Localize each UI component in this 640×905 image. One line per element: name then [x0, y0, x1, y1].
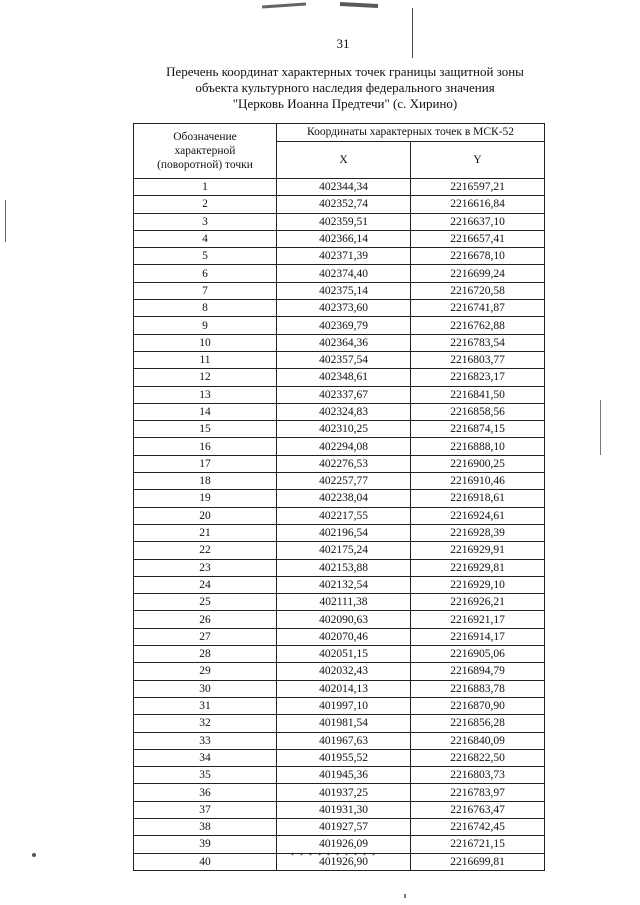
cell-point-number: 13: [134, 386, 277, 403]
table-row: [134, 732, 545, 749]
cell-y-coordinate: 2216883,78: [411, 680, 545, 697]
cell-x-coordinate: 402196,54: [277, 524, 411, 541]
cell-point-number: 7: [134, 282, 277, 299]
cell-y-coordinate: 2216741,87: [411, 300, 545, 317]
cell-x-coordinate: 402090,63: [277, 611, 411, 628]
table-row: [134, 818, 545, 835]
scan-smudge: [262, 2, 306, 8]
table-row: [134, 663, 545, 680]
table-row: [134, 438, 545, 455]
table-row: [134, 421, 545, 438]
cell-point-number: 19: [134, 490, 277, 507]
cell-y-coordinate: 2216841,50: [411, 386, 545, 403]
cell-x-coordinate: 402369,79: [277, 317, 411, 334]
cell-point-number: 27: [134, 628, 277, 645]
cell-point-number: 18: [134, 473, 277, 490]
cell-y-coordinate: 2216926,21: [411, 594, 545, 611]
cell-point-number: 37: [134, 801, 277, 818]
cell-x-coordinate: 402324,83: [277, 403, 411, 420]
cell-point-number: 23: [134, 559, 277, 576]
cell-x-coordinate: 402032,43: [277, 663, 411, 680]
cell-x-coordinate: 402257,77: [277, 473, 411, 490]
table-row: [134, 334, 545, 351]
table-row: [134, 196, 545, 213]
cell-y-coordinate: 2216783,97: [411, 784, 545, 801]
cell-x-coordinate: 401997,10: [277, 697, 411, 714]
cell-y-coordinate: 2216929,10: [411, 576, 545, 593]
cell-point-number: 14: [134, 403, 277, 420]
cell-point-number: 20: [134, 507, 277, 524]
table-row: [134, 542, 545, 559]
cell-y-coordinate: 2216637,10: [411, 213, 545, 230]
table-row: [134, 594, 545, 611]
header-point-designation: [134, 124, 277, 179]
cell-x-coordinate: 402359,51: [277, 213, 411, 230]
cell-y-coordinate: 2216921,17: [411, 611, 545, 628]
table-row: [134, 715, 545, 732]
table-row: [134, 473, 545, 490]
cell-x-coordinate: 402238,04: [277, 490, 411, 507]
cell-x-coordinate: 402348,61: [277, 369, 411, 386]
cell-y-coordinate: 2216858,56: [411, 403, 545, 420]
cell-y-coordinate: 2216762,88: [411, 317, 545, 334]
scan-smudge: [340, 2, 378, 8]
cell-x-coordinate: 402352,74: [277, 196, 411, 213]
scan-dot: [32, 853, 36, 857]
cell-x-coordinate: 402373,60: [277, 300, 411, 317]
header-coordinates: Координаты характерных точек в МСК-52: [277, 124, 545, 142]
cell-y-coordinate: 2216699,24: [411, 265, 545, 282]
table-row: [134, 403, 545, 420]
cell-point-number: 40: [134, 853, 277, 870]
cell-x-coordinate: 401926,09: [277, 836, 411, 853]
table-row: [134, 801, 545, 818]
cell-y-coordinate: 2216874,15: [411, 421, 545, 438]
cell-point-number: 11: [134, 351, 277, 368]
header-line: (поворотной) точки: [157, 159, 253, 171]
cell-y-coordinate: 2216763,47: [411, 801, 545, 818]
table-row: [134, 628, 545, 645]
table-row: [134, 611, 545, 628]
cell-point-number: 6: [134, 265, 277, 282]
cell-y-coordinate: 2216905,06: [411, 646, 545, 663]
cell-y-coordinate: 2216856,28: [411, 715, 545, 732]
cell-x-coordinate: 401981,54: [277, 715, 411, 732]
cell-x-coordinate: 401931,30: [277, 801, 411, 818]
table-row: [134, 369, 545, 386]
cell-x-coordinate: 402337,67: [277, 386, 411, 403]
cell-point-number: 36: [134, 784, 277, 801]
table-row: [134, 559, 545, 576]
cell-x-coordinate: 402153,88: [277, 559, 411, 576]
scan-dot: [404, 894, 406, 898]
scan-line: [5, 200, 6, 242]
cell-x-coordinate: 402366,14: [277, 230, 411, 247]
table-row: [134, 784, 545, 801]
table-body: [134, 179, 545, 871]
header-y: Y: [411, 142, 545, 179]
cell-x-coordinate: 402374,40: [277, 265, 411, 282]
cell-y-coordinate: 2216657,41: [411, 230, 545, 247]
cell-x-coordinate: 402310,25: [277, 421, 411, 438]
cell-point-number: 8: [134, 300, 277, 317]
cell-point-number: 25: [134, 594, 277, 611]
table-row: [134, 351, 545, 368]
cell-y-coordinate: 2216914,17: [411, 628, 545, 645]
scan-line: [600, 400, 601, 455]
table-row: [134, 213, 545, 230]
table-row: [134, 767, 545, 784]
cell-point-number: 32: [134, 715, 277, 732]
table-row: [134, 576, 545, 593]
cell-x-coordinate: 401926,90: [277, 853, 411, 870]
cell-y-coordinate: 2216929,91: [411, 542, 545, 559]
title-line: Перечень координат характерных точек границы защитной зоны: [166, 64, 524, 79]
table-row: [134, 490, 545, 507]
table-row: [134, 455, 545, 472]
cell-x-coordinate: 402357,54: [277, 351, 411, 368]
cell-point-number: 31: [134, 697, 277, 714]
cell-y-coordinate: 2216900,25: [411, 455, 545, 472]
cell-point-number: 5: [134, 248, 277, 265]
table-row: [134, 697, 545, 714]
cell-point-number: 2: [134, 196, 277, 213]
cell-point-number: 4: [134, 230, 277, 247]
cell-y-coordinate: 2216840,09: [411, 732, 545, 749]
cell-x-coordinate: 402175,24: [277, 542, 411, 559]
cell-y-coordinate: 2216597,21: [411, 179, 545, 196]
coordinates-table: [133, 123, 545, 871]
cell-y-coordinate: 2216721,15: [411, 836, 545, 853]
cell-point-number: 28: [134, 646, 277, 663]
cell-x-coordinate: 402344,34: [277, 179, 411, 196]
cell-y-coordinate: 2216822,50: [411, 749, 545, 766]
table-row: [134, 524, 545, 541]
table-row: [134, 507, 545, 524]
cell-point-number: 9: [134, 317, 277, 334]
cell-y-coordinate: 2216823,17: [411, 369, 545, 386]
cell-point-number: 24: [134, 576, 277, 593]
cell-point-number: 33: [134, 732, 277, 749]
cell-x-coordinate: 401955,52: [277, 749, 411, 766]
cell-x-coordinate: 401945,36: [277, 767, 411, 784]
cell-point-number: 3: [134, 213, 277, 230]
cell-point-number: 16: [134, 438, 277, 455]
cell-point-number: 17: [134, 455, 277, 472]
cell-point-number: 30: [134, 680, 277, 697]
cell-x-coordinate: 402014,13: [277, 680, 411, 697]
table-row: [134, 282, 545, 299]
cell-y-coordinate: 2216910,46: [411, 473, 545, 490]
cell-y-coordinate: 2216918,61: [411, 490, 545, 507]
document-title: [120, 64, 570, 112]
cell-y-coordinate: 2216888,10: [411, 438, 545, 455]
cell-y-coordinate: 2216742,45: [411, 818, 545, 835]
cell-x-coordinate: 402276,53: [277, 455, 411, 472]
table-row: [134, 179, 545, 196]
cell-y-coordinate: 2216616,84: [411, 196, 545, 213]
cell-point-number: 29: [134, 663, 277, 680]
cell-x-coordinate: 402051,15: [277, 646, 411, 663]
table-row: [134, 386, 545, 403]
cell-y-coordinate: 2216720,58: [411, 282, 545, 299]
table-row: [134, 300, 545, 317]
cell-point-number: 10: [134, 334, 277, 351]
cell-y-coordinate: 2216803,73: [411, 767, 545, 784]
cell-y-coordinate: 2216803,77: [411, 351, 545, 368]
cell-point-number: 15: [134, 421, 277, 438]
table-row: [134, 265, 545, 282]
table-row: [134, 836, 545, 853]
cell-x-coordinate: 402371,39: [277, 248, 411, 265]
cell-x-coordinate: 401937,25: [277, 784, 411, 801]
cell-x-coordinate: 401967,63: [277, 732, 411, 749]
table-row: [134, 749, 545, 766]
table-row: [134, 853, 545, 870]
header-line: характерной: [174, 145, 236, 157]
cell-y-coordinate: 2216924,61: [411, 507, 545, 524]
title-line: объекта культурного наследия федерального значения: [195, 80, 495, 95]
table-row: [134, 646, 545, 663]
cell-point-number: 35: [134, 767, 277, 784]
table-row: [134, 230, 545, 247]
page-number: 31: [336, 36, 350, 51]
table-row: [134, 248, 545, 265]
cell-x-coordinate: 402364,36: [277, 334, 411, 351]
cell-y-coordinate: 2216929,81: [411, 559, 545, 576]
cell-x-coordinate: 402070,46: [277, 628, 411, 645]
cell-y-coordinate: 2216870,90: [411, 697, 545, 714]
cell-x-coordinate: 402294,08: [277, 438, 411, 455]
cell-point-number: 21: [134, 524, 277, 541]
header-line: Обозначение: [173, 131, 237, 143]
table-row: [134, 317, 545, 334]
cell-x-coordinate: 402375,14: [277, 282, 411, 299]
cell-point-number: 26: [134, 611, 277, 628]
cell-y-coordinate: 2216928,39: [411, 524, 545, 541]
cell-y-coordinate: 2216783,54: [411, 334, 545, 351]
cell-point-number: 34: [134, 749, 277, 766]
header-x: X: [277, 142, 411, 179]
cell-x-coordinate: 401927,57: [277, 818, 411, 835]
title-line: "Церковь Иоанна Предтечи" (с. Хирино): [232, 96, 458, 111]
cell-point-number: 39: [134, 836, 277, 853]
cell-point-number: 38: [134, 818, 277, 835]
cell-point-number: 22: [134, 542, 277, 559]
cell-point-number: 1: [134, 179, 277, 196]
cell-point-number: 12: [134, 369, 277, 386]
cell-y-coordinate: 2216894,79: [411, 663, 545, 680]
cell-y-coordinate: 2216678,10: [411, 248, 545, 265]
cell-x-coordinate: 402111,38: [277, 594, 411, 611]
cell-x-coordinate: 402217,55: [277, 507, 411, 524]
table-row: [134, 680, 545, 697]
cell-x-coordinate: 402132,54: [277, 576, 411, 593]
cell-y-coordinate: 2216699,81: [411, 853, 545, 870]
